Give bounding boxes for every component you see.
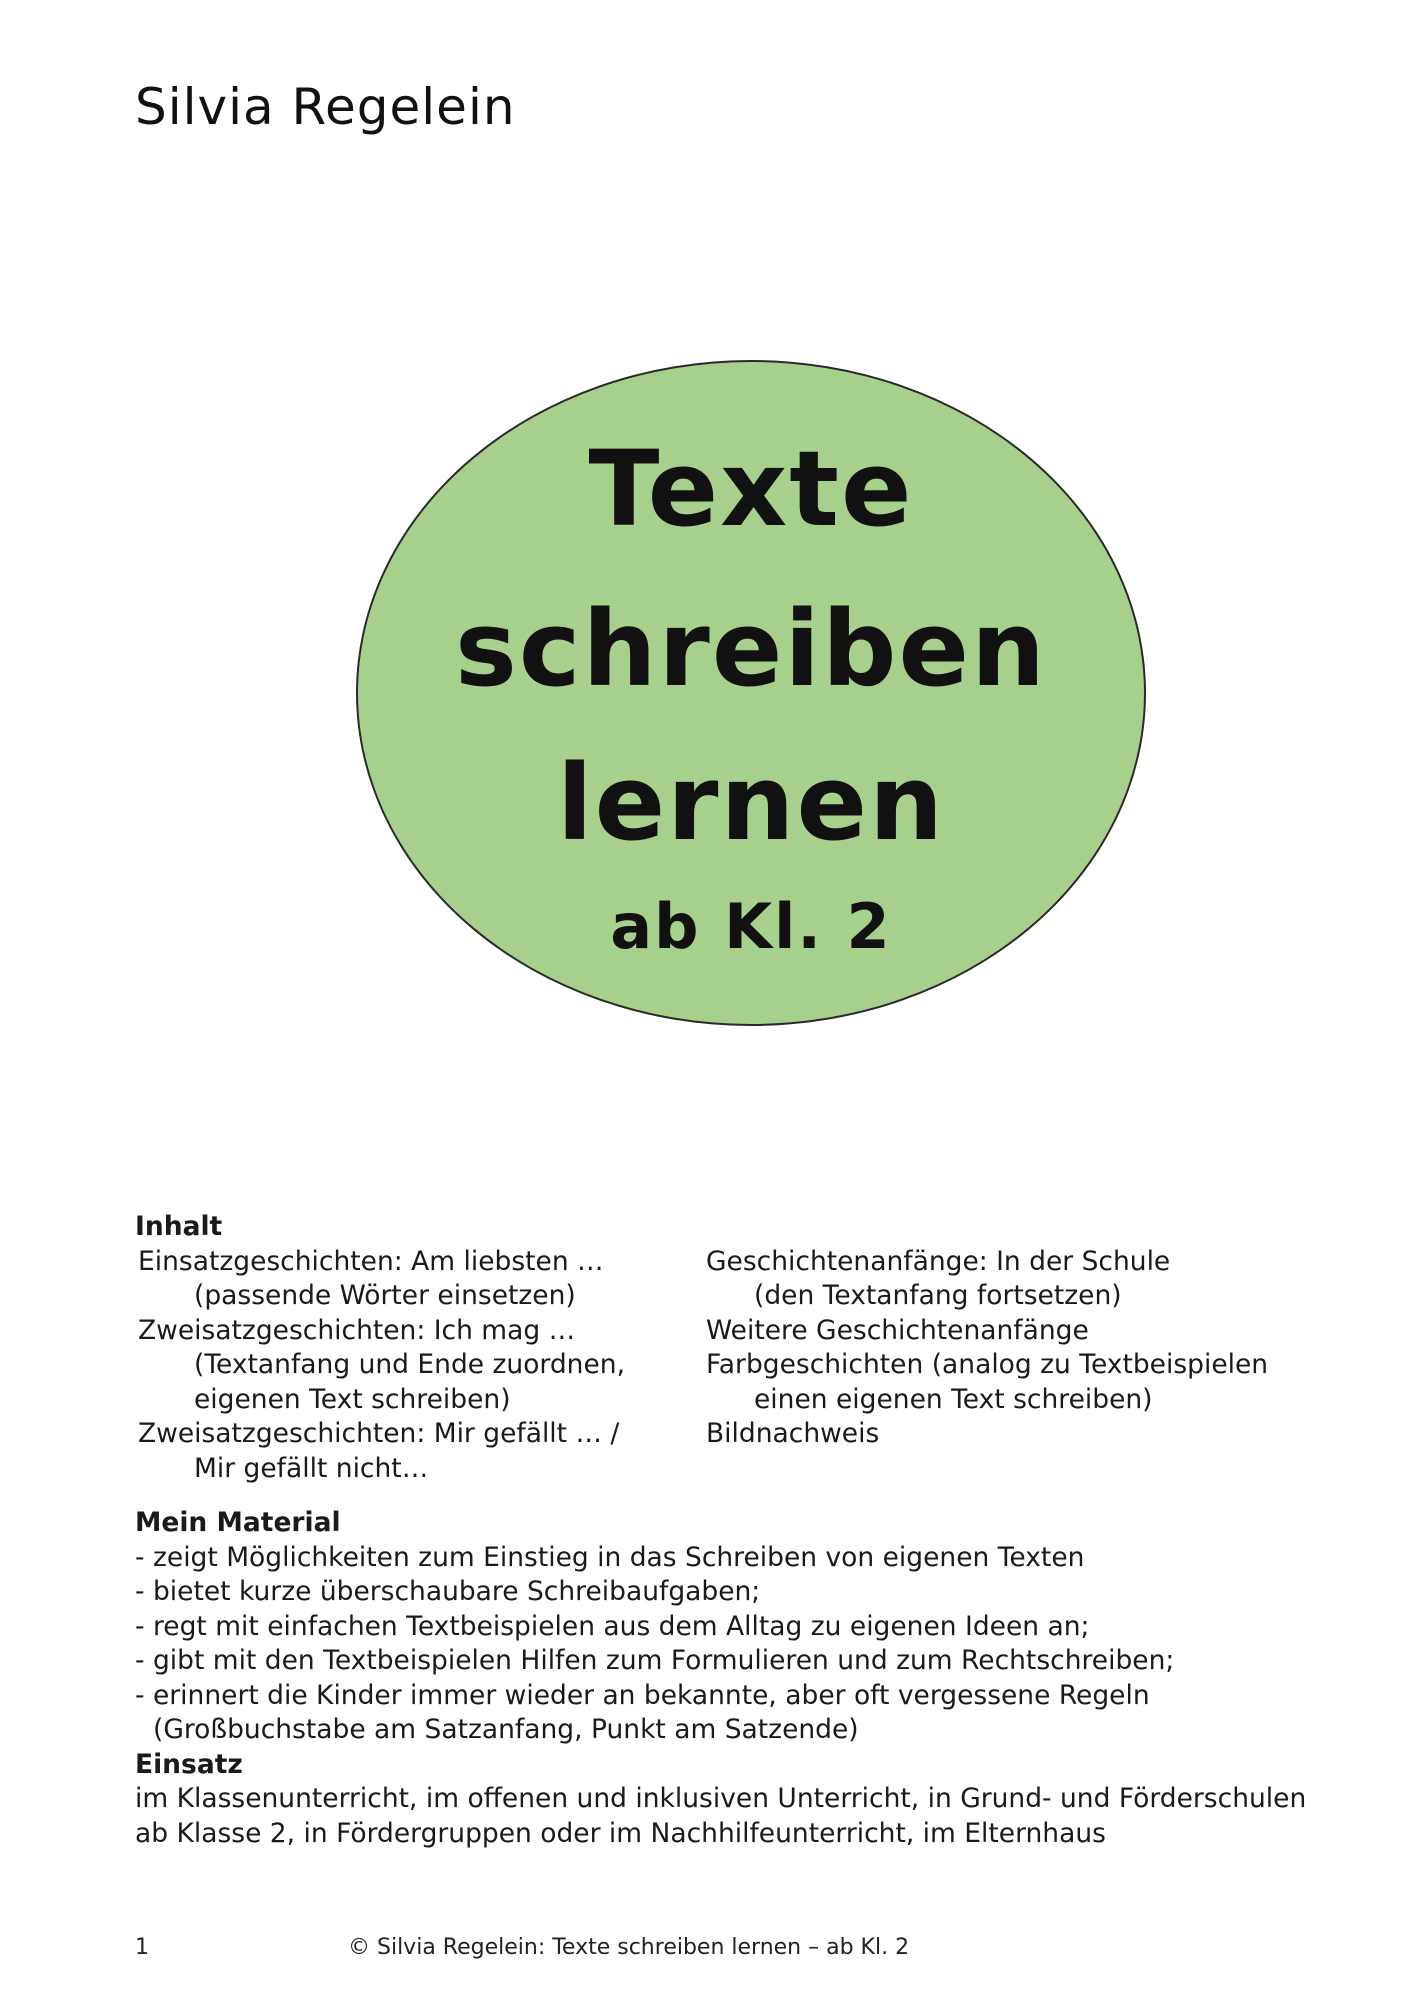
title-line-2: schreiben xyxy=(454,588,1048,710)
inhalt-item-note: (den Textanfang fortsetzen) xyxy=(754,1280,1122,1311)
inhalt-item: Einsatzgeschichten: Am liebsten … xyxy=(138,1245,604,1277)
page-number: 1 xyxy=(135,1935,149,1960)
author-name: Silvia Regelein xyxy=(135,78,516,136)
inhalt-item: Zweisatzgeschichten: Mir gefällt … / xyxy=(138,1418,620,1449)
inhalt-item-note: (passende Wörter einsetzen) xyxy=(194,1280,576,1311)
inhalt-item: Bildnachweis xyxy=(706,1418,880,1449)
copyright-notice: © Silvia Regelein: Texte schreiben lernen – ab Kl. 2 xyxy=(348,1935,910,1960)
inhalt-item: Geschichtenanfänge: In der Schule xyxy=(706,1245,1171,1277)
einsatz-line: im Klassenunterricht, im offenen und inklusiven Unterricht, in Grund- und Förderschulen xyxy=(135,1783,1307,1814)
material-heading: Mein Material xyxy=(135,1507,341,1538)
inhalt-item-note: (Textanfang und Ende zuordnen, xyxy=(194,1349,625,1380)
title-line-1: Texte xyxy=(588,428,914,550)
inhalt-left-column xyxy=(135,1245,706,1487)
material-item: - bietet kurze überschaubare Schreibaufgaben; xyxy=(135,1576,761,1607)
title-grade: ab Kl. 2 xyxy=(610,890,892,963)
inhalt-columns xyxy=(135,1245,1355,1487)
inhalt-item: Farbgeschichten (analog zu Textbeispielen xyxy=(706,1349,1269,1380)
material-item-note: (Großbuchstabe am Satzanfang, Punkt am Satzende) xyxy=(153,1714,859,1745)
material-item: - erinnert die Kinder immer wieder an bekannte, aber oft vergessene Regeln xyxy=(135,1679,1150,1711)
inhalt-item-note: Mir gefällt nicht… xyxy=(194,1452,429,1484)
inhalt-item: Zweisatzgeschichten: Ich mag … xyxy=(138,1314,576,1346)
inhalt-item-note: eigenen Text schreiben) xyxy=(194,1383,511,1415)
material-item: - zeigt Möglichkeiten zum Einstieg in das Schreiben von eigenen Texten xyxy=(135,1541,1085,1573)
einsatz-heading: Einsatz xyxy=(135,1748,243,1780)
material-item: - gibt mit den Textbeispielen Hilfen zum Formulieren und zum Rechtschreiben; xyxy=(135,1645,1175,1676)
description-content xyxy=(135,1210,1355,1851)
inhalt-item-note: einen eigenen Text schreiben) xyxy=(754,1383,1153,1415)
title-line-3: lernen xyxy=(556,742,946,864)
einsatz-line: ab Klasse 2, in Fördergruppen oder im Nachhilfeunterricht, im Elternhaus xyxy=(135,1817,1106,1849)
inhalt-right-column xyxy=(706,1245,1346,1487)
inhalt-heading: Inhalt xyxy=(135,1211,223,1242)
material-item: - regt mit einfachen Textbeispielen aus dem Alltag zu eigenen Ideen an; xyxy=(135,1610,1090,1642)
inhalt-item: Weitere Geschichtenanfänge xyxy=(706,1314,1089,1346)
